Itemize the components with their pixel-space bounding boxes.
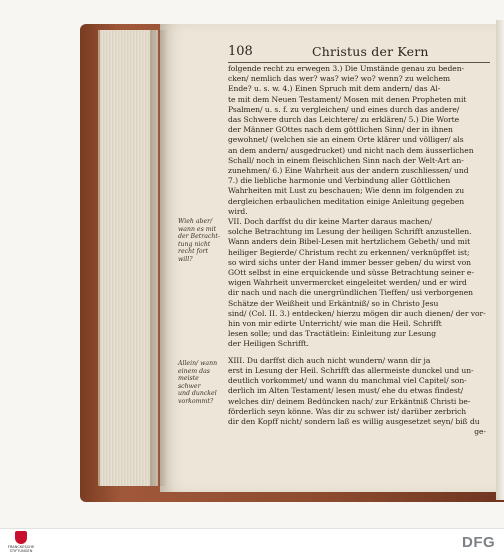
text-line: lesen solle; und das Tractätlein: Einleitung zur Lesung	[228, 329, 437, 339]
text-line: hin von mir edirte Unterricht/ wie man die Heil. Schrifft	[228, 319, 442, 329]
text-line: sind/ (Col. II. 3.) entdecken/ hierzu mögen dir auch dienen/ der vor-	[228, 308, 486, 318]
text-line: Ende? u. s. w. 4.) Einen Spruch mit dem andern/ das Al-	[228, 84, 441, 94]
text-line: 7.) die liebliche harmonie und Verbindung aller Göttlichen	[228, 176, 451, 186]
francke-logo[interactable]	[4, 531, 38, 555]
text-line: dir nach und nach die unergründlichen Tieffen/ usi verborgenen	[228, 288, 473, 298]
text-line: ge-	[474, 427, 486, 437]
text-line: so wird sichs unter der Hand immer besser geben/ du wirst von	[228, 257, 471, 267]
marginal-line: tung nicht	[178, 240, 211, 248]
marginal-line: einem das	[178, 367, 210, 375]
scan-margin	[496, 20, 504, 500]
logo-text: STIFTUNGEN	[9, 549, 33, 553]
text-line: Wahrheiten mit Lust zu beschauen; Wie denn im folgenden zu	[228, 186, 465, 196]
marginal-line: will?	[178, 255, 193, 263]
marginal-note	[178, 218, 222, 264]
text-line: Psalmen/ u. s. f. zu vergleichen/ und eines durch das andere/	[228, 104, 460, 114]
marginal-line: Wieh aber/	[178, 218, 213, 225]
marginal-line: vorkommt?	[178, 397, 214, 405]
marginal-line: recht fort	[178, 248, 208, 256]
marginal-line: Allein/ wann	[178, 360, 218, 367]
text-line: förderlich seyn könne. Was dir zu schwer ist/ darüber zerbrich	[228, 406, 467, 416]
gutter-shadow	[150, 30, 168, 486]
text-line: VII. Doch darffst du dir keine Marter daraus machen/	[228, 217, 432, 227]
text-line: Schätze der Weißheit und Erkäntniß/ so in Christo Jesu	[228, 298, 439, 308]
text-line: te mit dem Neuen Testament/ Mosen mit denen Propheten mit	[228, 94, 467, 104]
page-edges	[98, 30, 158, 486]
text-line: der Heiligen Schrifft.	[228, 339, 309, 349]
marginal-line: wann es mit	[178, 225, 217, 233]
text-line: folgende recht zu erwegen 3.) Die Umstände genau zu beden-	[228, 64, 465, 73]
text-line: wird.	[228, 206, 248, 216]
text-line: derlich im Alten Testament/ lesen must/ ehe du etwas findest/	[228, 386, 464, 396]
text-line: cken/ nemlich das wer? was? wie? wo? wenn? zu welchem	[228, 74, 451, 84]
body-text	[228, 64, 486, 437]
text-line: wigen Wahrheit unvermercket eingeleitet werden/ und er wird	[228, 278, 467, 288]
viewer-footer	[0, 528, 504, 559]
text-line: solche Betrachtung im Lesung der heiligen Schrifft anzustellen.	[228, 227, 472, 237]
text-line: Schall/ noch in einem fleischlichen Sinn nach der Welt-Art an-	[228, 155, 464, 165]
marginal-line: und dunckel	[178, 390, 217, 398]
text-line: GOtt selbst in eine erquickende und süsse Betrachtung seiner e-	[228, 268, 474, 278]
text-line: heiliger Begierde/ Christum recht zu erkennen/ verknüpffet ist;	[228, 247, 470, 257]
page-header	[228, 44, 493, 62]
text-line: erst in Lesung der Heil. Schrifft das allermeiste dunckel und un-	[228, 365, 474, 375]
marginal-note	[178, 360, 222, 406]
text-line: dergleichen erbaulichen meditation einige Anleitung gegeben	[228, 196, 465, 206]
text-line: deutlich vorkommet/ und wann du manchmal viel Capitel/ son-	[228, 376, 467, 386]
page-number: 108	[228, 44, 253, 59]
text-line: XIII. Du darffst dich auch nicht wundern/ wann dir ja	[228, 355, 431, 365]
header-rule	[228, 62, 490, 63]
text-line: das Schwere durch das Leichtere/ zu erklären/ 5.) Die Worte	[228, 115, 460, 125]
dfg-logo[interactable]: DFG	[462, 534, 496, 551]
text-line: Wann anders dein Bibel-Lesen mit hertzlichem Gebeth/ und mit	[228, 237, 471, 247]
crest-icon	[15, 531, 27, 544]
text-line: zunehmen/ 6.) Eine Wahrheit aus der andern zuschliessen/ und	[228, 166, 469, 176]
logo-text: FRANCKESCHE	[7, 545, 35, 549]
text-line: gewohnet/ (welchen sie an einem Orte klärer und völliger/ als	[228, 135, 464, 145]
running-title: Christus der Kern	[312, 44, 429, 59]
text-line: an dem andern/ ausgedrucket) und nicht nach dem äusserlichen	[228, 145, 474, 155]
marginal-line: meiste schwer	[178, 375, 201, 390]
text-line: der Männer GOttes nach dem göttlichen Sinn/ der in ihnen	[228, 125, 453, 135]
text-line: dir den Kopff nicht/ sondern laß es willig ausgesetzet seyn/ biß du	[228, 416, 480, 426]
marginal-line: der Betracht-	[178, 233, 220, 241]
text-line: welches dir/ deinem Bedüncken nach/ zur Erkäntniß Christi be-	[228, 396, 471, 406]
